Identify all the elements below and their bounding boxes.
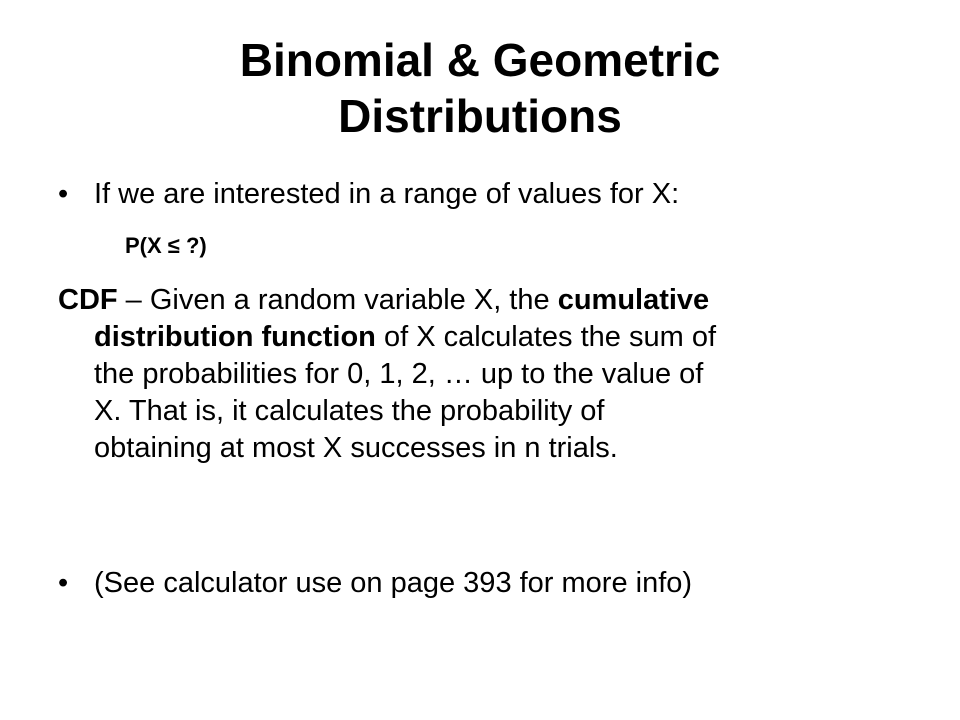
bullet-calculator-note [58,565,692,602]
cdf-line-4: X. That is, it calculates the probability of [94,395,605,427]
slide-title-line-2: Distributions [338,90,622,142]
bullet-range-of-values [58,176,679,213]
bullet-icon: • [58,178,69,210]
cdf-line-2-bold: distribution function [94,321,376,353]
cdf-line-5: obtaining at most X successes in n trials. [94,432,618,464]
cdf-line-1-text: – Given a random variable X, the [117,284,558,316]
bullet-text: (See calculator use on page 393 for more info) [94,567,693,599]
sub-bullet-probability-expression: P(X ≤ ?) [125,233,207,258]
cdf-line-1-bold: cumulative [557,284,710,316]
slide-title [120,32,840,144]
cdf-line-2 [58,319,918,356]
bullet-icon: • [58,567,69,599]
cdf-term: CDF [58,284,118,316]
slide-title-line-1: Binomial & Geometric [239,34,721,86]
cdf-line-1 [58,282,918,319]
cdf-line-3: the probabilities for 0, 1, 2, … up to the value of [94,358,704,390]
cdf-definition [58,282,918,467]
cdf-line-2-text: of X calculates the sum of [375,321,717,353]
bullet-text: If we are interested in a range of values for X: [94,178,680,210]
